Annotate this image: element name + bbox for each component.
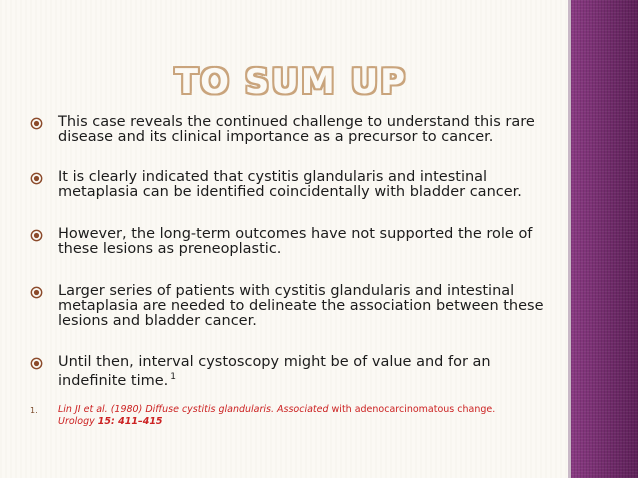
decorative-sidebar	[571, 0, 638, 478]
bullet-text: However, the long-term outcomes have not supported the role of these lesions as preneoplastic.	[58, 226, 533, 257]
footnote-plain: with adenocarcinomatous change.	[328, 404, 496, 415]
bullet-marker-icon	[30, 172, 43, 185]
bullet-marker-icon	[30, 117, 43, 130]
footnote-authors: Lin JI	[58, 404, 84, 415]
bullet-marker-icon	[30, 357, 43, 370]
footnote-et-al: et al.	[83, 404, 108, 415]
bullet-marker-icon	[30, 229, 43, 242]
footnote-volume-pages: 15: 411–415	[97, 416, 163, 427]
reference-marker: 1	[170, 372, 177, 382]
bullet-text: Larger series of patients with cystitis glandularis and intestinal metaplasia are needed to delineate the association between these lesions and bladder cancer.	[58, 283, 544, 329]
bullet-text: It is clearly indicated that cystitis glandularis and intestinal metaplasia can be identified coincidentally with bladder cancer.	[58, 169, 522, 200]
bullet-marker-icon	[30, 286, 43, 299]
footnote-number: 1.	[30, 406, 38, 415]
footnote-year-title: (1980) Diffuse cystitis glandularis. Associated	[107, 404, 329, 415]
bullet-text: This case reveals the continued challenge to understand this rare disease and its clinical importance as a precursor to cancer.	[58, 114, 535, 145]
footnote-citation	[58, 404, 538, 428]
bullet-text-body: Until then, interval cystoscopy might be of value and for an indefinite time.	[58, 354, 491, 389]
bullet-text	[58, 355, 548, 389]
slide-title: TO SUM UP	[174, 62, 408, 102]
footnote-journal: Urology	[58, 416, 98, 427]
